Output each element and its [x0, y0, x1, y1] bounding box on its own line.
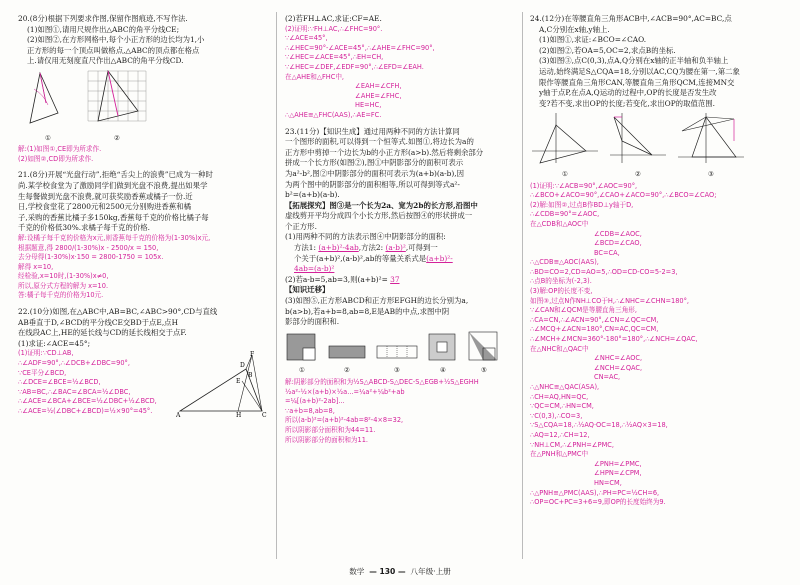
q22-line1: 22.(10分)如图,在△ABC中,AB=BC,∠ABC>90°,CD与直线 — [18, 307, 218, 317]
brace-l2: ∠AHE=∠FHC, — [355, 91, 402, 100]
q23-ext: 【拓展探究】图③是一个长为2a、宽为2b的长方形,沿图中 — [285, 200, 478, 210]
q23-ans4: ∵a+b=8,ab=8, — [285, 406, 335, 415]
pt-F: F — [250, 351, 255, 359]
column-left — [18, 14, 268, 417]
q21-line1: 21.(8分)开展“光盘行动”,拒绝“舌尖上的浪费”已成为一种时 — [18, 170, 213, 180]
q24-l1: 24.(12分)在等腰直角三角形ACB中,∠ACB=90°,AC=BC,点 — [530, 14, 732, 23]
q21-ans7: 答:橘子每千克的价格为10元. — [18, 291, 104, 300]
q23-l2: 一个图形的面积,可以得到一个恒等式.如图①,将边长为a的 — [285, 137, 474, 147]
q24-fig1-num: ① — [562, 169, 568, 178]
column-divider-1 — [276, 12, 277, 559]
q22-ans3: ∵CE平分∠BCD, — [18, 368, 67, 377]
q22-ans6: ∴∠ACE=∠BCA+∠BCE=½∠DBC+½∠BCD, — [18, 397, 157, 406]
footer-page: — 130 — — [369, 567, 406, 576]
q23-e8: (2)若a-b=5,ab=3,则(a+b)²= — [285, 274, 388, 284]
q24-ans6: ∴△CDB≌△AOC(AAS), — [530, 258, 599, 267]
q23-fig4 — [427, 332, 459, 376]
q24-ans18: ∵QC=CM,∴HN=CM, — [530, 402, 594, 411]
fig2-num: ② — [344, 366, 350, 375]
pt-C: C — [262, 412, 267, 418]
q24-l6: 运动,始终满足S△CQA=18,分别以AC,CQ为腰在第一,第二象 — [539, 66, 740, 76]
q22-line4: (1)求证:∠ACE=45°; — [18, 338, 91, 348]
q21-line4: 日,学校食堂花了2800元和2500元分别购进香蕉和橘 — [18, 202, 191, 212]
q23-fig2 — [327, 342, 367, 376]
c3: CN=AC, — [594, 373, 621, 382]
q22-ans1: (1)证明:∵CD⊥AB, — [18, 349, 74, 358]
footer-subject: 数学 — [349, 567, 365, 576]
q24-fig1 — [530, 111, 600, 179]
q22-ans7: ∴∠ACE=½(∠DBC+∠BCD)=½×90°=45°. — [18, 407, 153, 415]
d3: HN=CM, — [594, 478, 622, 487]
q23-ans2: ½a²-½×(a+b)×½a...=¼a²+¼b²+ab — [285, 387, 405, 396]
b1: ∠CDB=∠AOC, — [594, 229, 642, 238]
pt-E: E — [236, 378, 241, 386]
q22b-brace — [285, 82, 515, 111]
q22b-head: (2)若FH⊥AC,求证:CF=AE. — [285, 14, 382, 23]
q23-blank3b: 4ab=(a-b)² — [294, 264, 335, 274]
q20-fig1 — [18, 69, 78, 143]
q20-answer2: (2)如图②,CD即为所求作. — [18, 154, 94, 163]
q24-ans11: ∵∠CAN和∠QCM是等腰直角三角形, — [530, 306, 637, 315]
q23-e5d: ,可得到一 — [405, 243, 438, 253]
q23-method1: 方法1: — [294, 243, 316, 253]
q24-ans25: ∴OP=OC+PC=3+6=9,即OP的长度始终为9. — [530, 498, 666, 507]
q23-method2: ,方法2: — [358, 243, 384, 253]
fig5-num: ⑤ — [481, 366, 487, 375]
column-right — [530, 14, 788, 508]
q24-ans17: ∴CH=AQ,HN=QC, — [530, 392, 589, 401]
q23-l7: b²=(a+b)(a-b). — [285, 190, 340, 200]
q24-ans1: (1)证明:∵∠ACB=90°,∠AOC=90°, — [530, 181, 638, 190]
q24-figures — [530, 111, 788, 179]
q24-l9: 变?若不变,求出OP的长度;若变化,求出OP的取值范围. — [539, 98, 715, 108]
q24-ans9: (3)解:OP的长度不变, — [530, 287, 593, 296]
q23-ans7: 所以阴影部分的面积和为11. — [285, 435, 369, 444]
q22-ans5: ∵AB=BC,∴∠BAC=∠BCA=½∠DBC, — [18, 387, 131, 396]
q24-ans7: ∴BD=CO=2,CD=AO=5,∴OD=CD-CO=5-2=3, — [530, 267, 678, 276]
q24-l3: (1)如图①,求证:∠BCO=∠CAO. — [539, 35, 647, 45]
q23-m2: b(a>b),若a+b=8,ab=8,E是AB的中点,求图中阴 — [285, 306, 450, 316]
pt-A: A — [176, 412, 181, 418]
q23-fig3 — [375, 342, 419, 376]
q24-brace1 — [530, 230, 788, 259]
q23-ans3: =¼[(a+b)²-2ab]... — [285, 397, 345, 406]
q22b-ans4: ∵∠HEC=∠ACE=45°,∴EH=CH, — [285, 53, 384, 62]
q23-ans1: 解:阴影部分的面积和为½S△ABCD-S△DEC-S△EGB+½S△EGHH — [285, 378, 479, 386]
q21-line2: 尚.某学校食堂为了激励同学们做到光盘不浪费,提出如果学 — [18, 180, 208, 190]
q21-ans2: 根据题意,得 2800/(1-30%)x - 2500/x = 150, — [18, 243, 159, 252]
q23-blank2: (a-b)² — [385, 243, 406, 253]
page-footer — [0, 566, 800, 577]
q23-l1: 23.(11分)【知识生成】通过用两种不同的方法计算同 — [285, 126, 460, 136]
q21-line6: 千克的价格低30%.求橘子每千克的价格. — [18, 223, 150, 233]
q22-line3: 在线段AC上,HE的延长线与CD的延长线相交于点F. — [18, 328, 187, 338]
d1: ∠PNH=∠PMC, — [594, 459, 642, 468]
q24-ans13: ∴∠MCQ+∠ACN=180°,CN=AC,QC=CM, — [530, 325, 659, 334]
q23-fig5 — [467, 330, 501, 376]
q21-ans5: 经检验,x=10时,(1-30%)x≠0, — [18, 272, 109, 281]
q22-figure — [176, 351, 268, 417]
b3: BC=CA, — [594, 248, 620, 257]
brace-l1: ∠EAH=∠CFH, — [355, 82, 402, 91]
q24-ans16: ∴△NHC≌△QAC(ASA), — [530, 383, 600, 391]
q20-part2c: 上.请仅用无刻度直尺作出△ABC的角平分线CD. — [27, 56, 184, 66]
q22-ans4: ∴∠DCE=∠BCE=½∠BCD, — [18, 378, 101, 387]
q23-ans5: 所以(a-b)²=(a+b)²-4ab=8²-4×8=32, — [285, 416, 404, 425]
q23-ans6: 所以阴影部分面积和为44=11. — [285, 425, 376, 434]
q23-m1: (3)如图⑤,正方形ABCD和正方形EFGH的边长分别为a, — [285, 296, 469, 306]
q23-e6: 个关于(a+b)²,(a-b)²,ab的等量关系式是 — [294, 253, 427, 263]
q23-e4: (1)用两种不同的方法表示图④中阴影部分的面积: — [285, 232, 446, 242]
q22b-ans5: ∵∠HEC=∠DEF,∠EDF=90°,∴∠EFD=∠EAH. — [285, 62, 424, 71]
q24-ans8: ∴点B的坐标为(-2,3). — [530, 277, 592, 286]
q24-fig3-num: ③ — [708, 169, 714, 178]
q22-line2: AB垂直于D,∠BCD的平分线CE交BD于点E,点H — [18, 317, 179, 327]
q24-l4: (2)如图②,若OA=5,OC=2,求点B的坐标. — [539, 45, 676, 55]
c2: ∠NCH=∠QAC, — [594, 363, 643, 372]
q23-migration: 【知识迁移】 — [285, 285, 330, 295]
q22b-ans1: (2)证明:∵FH⊥AC,∴∠FHC=90°. — [285, 24, 383, 33]
q24-ans4: ∴∠CDB=90°=∠AOC, — [530, 210, 600, 219]
q24-ans10: 如图③,过点N作NH⊥CO于H,∴∠NHC=∠CHN=180°, — [530, 296, 690, 305]
q24-ans14: ∴∠MCH+∠MCN=360°-180°=180°,∴∠NCH=∠QAC, — [530, 335, 698, 344]
q24-ans5: 在△CDB和△AOC中 — [530, 219, 589, 228]
q21-ans6: 所以,原分式方程的解为 x=10. — [18, 281, 109, 290]
q24-ans20: ∵S△CQA=18,∴½AQ·OC=18,∴½AQ×3=18, — [530, 421, 668, 430]
b2: ∠BCD=∠CAO, — [594, 239, 642, 248]
c1: ∠NHC=∠AOC, — [594, 354, 643, 363]
q22b-ans7: ∴△AHE≌△FHC(AAS),∴AE=FC. — [285, 110, 382, 119]
q24-brace2 — [530, 354, 788, 383]
column-divider-2 — [522, 12, 523, 559]
q21-line3: 生每餐做到光盘不浪费,就可获奖励香蕉或橘子一份.近 — [18, 191, 193, 201]
q23-blank1: (a+b)²-4ab — [318, 243, 359, 253]
q24-ans22: ∵NH⊥CM,∴∠PNH=∠PMC, — [530, 440, 614, 449]
q20-part2b: 正方形的每一个顶点叫做格点,△ABC的顶点都在格点 — [27, 45, 200, 55]
q24-fig3 — [676, 111, 746, 179]
q22b-ans6: 在△AHE和△FHC中, — [285, 72, 345, 81]
fig1-label: ① — [45, 133, 51, 142]
footer-grade: 八年级·上册 — [410, 567, 451, 576]
q21-ans3: 去分母得(1-30%)x·150 = 2800-1750 = 105x. — [18, 253, 164, 262]
q24-ans23: 在△PNH和△PMC中 — [530, 450, 589, 459]
column-middle — [285, 14, 515, 445]
pt-D: D — [240, 362, 245, 370]
q24-l7: 限作等腰直角三角形CAN,等腰直角三角形QCM,连接MN交 — [539, 77, 735, 87]
q20-answer1: 解:(1)如图①,CE即为所求作. — [18, 145, 102, 154]
q24-ans21: ∴AQ=12,∴CH=12, — [530, 430, 590, 439]
q21-ans1: 解:设橘子每千克的价格为x元,则香蕉每千克的价格为(1-30%)x元, — [18, 233, 211, 242]
q23-l4: 拼成一个长方形(如图②),图①中阴影部分的面积可表示 — [285, 158, 464, 168]
q22-block — [18, 307, 268, 417]
q20-head: 20.(8分)根据下列要求作图,保留作图痕迹,不写作法. — [18, 14, 188, 23]
q24-ans3: (2)解:如图②,过点B作BD⊥y轴于D, — [530, 200, 634, 209]
q23-e3: 个正方形. — [285, 221, 317, 231]
q24-ans19: ∵C(0,3),∴CO=3, — [530, 411, 583, 420]
q23-l3: 正方形中剪掉一个边长为b的小正方形(a>b).然后将剩余部分 — [285, 147, 484, 157]
fig1-num: ① — [299, 366, 305, 375]
q21-ans4: 解得 x=10, — [18, 262, 54, 271]
q24-ans2: ∴∠BCO+∠ACO=90°,∠CAO+∠ACO=90°,∴∠BCO=∠CAO; — [530, 191, 717, 200]
q24-ans24: ∴△PNH≌△PMC(AAS),∴PH=PC=½CH=6, — [530, 488, 660, 497]
q24-ans15: 在△NHC和△QAC中 — [530, 344, 589, 353]
q23-m3: 影部分的面积和. — [285, 317, 340, 327]
q24-l8: y轴于点P,在点A,Q运动的过程中,OP的长度是否发生改 — [539, 88, 717, 98]
fig4-num: ④ — [440, 366, 446, 375]
brace-l3: HE=HC, — [355, 101, 382, 110]
q22b-ans3: ∴∠HEC=90°-∠ACE=45°,∴∠AHE=∠FHC=90°, — [285, 43, 435, 52]
q22-ans2: ∴∠ADF=90°,∴∠DCB+∠DBC=90°, — [18, 359, 130, 368]
q20-fig2 — [86, 69, 148, 143]
pt-B: B — [248, 372, 253, 380]
q24-fig2 — [608, 111, 668, 179]
q23-blank4: 37 — [390, 274, 400, 284]
q20-part1: (1)如图①,请用尺规作出△ABC的角平分线CE; — [27, 24, 180, 34]
q22b-ans2: ∵∠ACE=45°, — [285, 34, 328, 43]
fig2-label: ② — [114, 133, 120, 142]
q23-l6: 为两个图中的阴影部分的面积相等,所以可得到等式a²- — [285, 179, 460, 189]
q23-blank3: (a+b)²- — [426, 253, 453, 263]
q24-ans12: ∴CA=CN,∴∠ACN=90°,∠CN=∠QC=CM, — [530, 315, 659, 324]
q23-fig1 — [285, 332, 319, 376]
q23-figures — [285, 330, 515, 376]
fig3-num: ③ — [394, 366, 400, 375]
pt-H: H — [236, 412, 242, 418]
q24-l2: A,C分别在x轴,y轴上. — [539, 24, 610, 34]
d2: ∠HPN=∠CPM, — [594, 469, 642, 478]
q24-brace3 — [530, 460, 788, 489]
q24-fig2-num: ② — [635, 169, 641, 178]
q21-line5: 子,采购的香蕉比橘子多150kg,香蕉每千克的价格比橘子每 — [18, 212, 209, 222]
q23-l5: 为a²-b²,图②中阴影部分的面积可表示为(a+b)(a-b),因 — [285, 168, 465, 178]
q20-part2: (2)如图②,在方形网格中,每个小正方形的边长均为1,小 — [27, 35, 205, 45]
q23-e2: 虚线剪开平均分成四个小长方形,然后按图④的形状拼成一 — [285, 211, 473, 221]
q24-l5: (3)如图③,点C(0,3),点A,Q分别在x轴的正半轴和负半轴上 — [539, 56, 729, 66]
q20-figures — [18, 69, 268, 143]
